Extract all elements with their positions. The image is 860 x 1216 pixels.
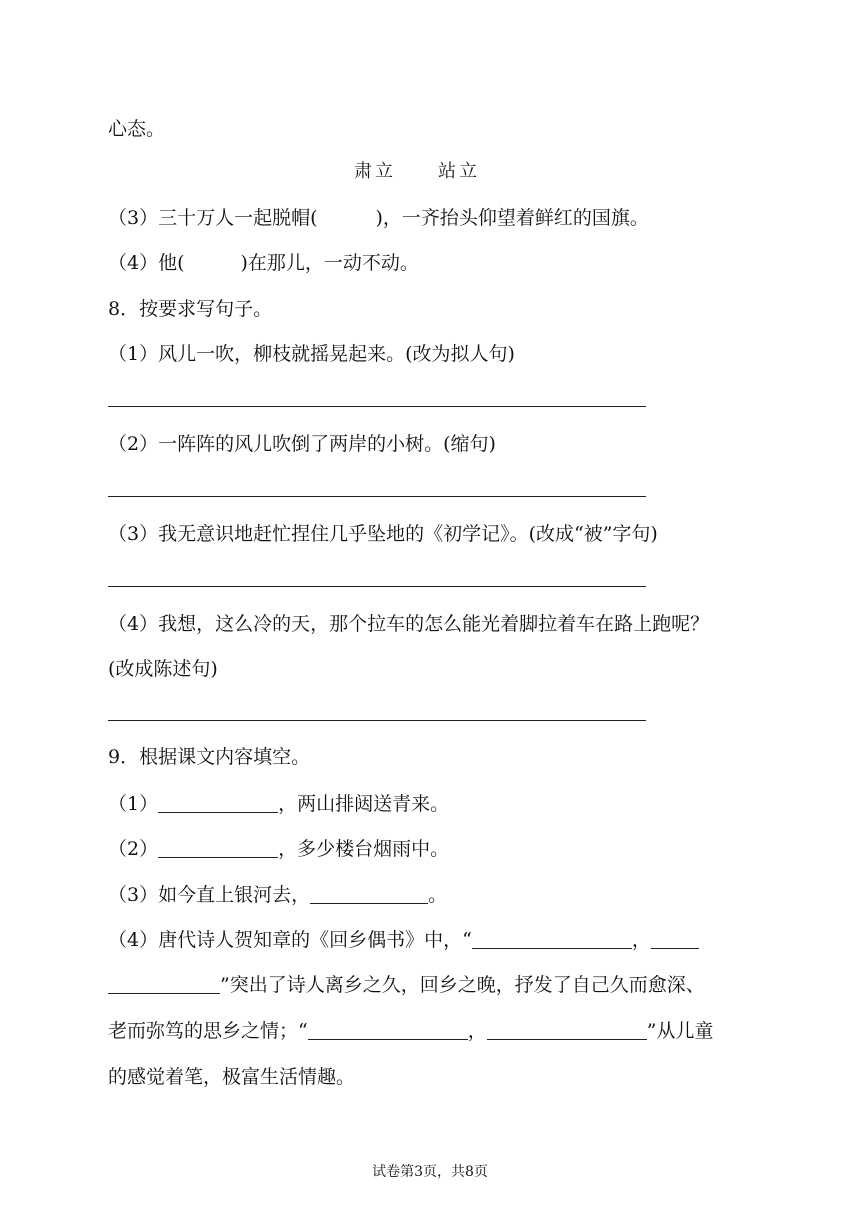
q9-item-1-prefix: （1） — [108, 793, 159, 815]
q9-item-4-line-1 — [108, 928, 699, 952]
q8-item-1-answer-line[interactable] — [108, 406, 646, 407]
q9-item-3 — [108, 883, 447, 907]
q9-item-4-comma-1: ， — [631, 929, 651, 951]
q8-item-1: （1）风儿一吹，柳枝就摇晃起来。(改为拟人句) — [108, 343, 515, 365]
q7-item-4-suffix: )在那儿，一动不动。 — [240, 252, 419, 274]
q8-item-4-answer-line[interactable] — [108, 720, 646, 721]
q9-item-4-line-2 — [108, 973, 705, 997]
q9-item-4-blank-3[interactable] — [308, 1021, 468, 1040]
q7-item-4 — [108, 251, 419, 275]
q7-item-3-suffix: )，一齐抬头仰望着鲜红的国旗。 — [375, 207, 649, 229]
q8-item-2-answer-line[interactable] — [108, 496, 646, 497]
q9-item-3-prefix: （3）如今直上银河去， — [108, 884, 311, 906]
q9-item-2-prefix: （2） — [108, 838, 159, 860]
q9-item-4-blank-4[interactable] — [487, 1021, 647, 1040]
q8-item-4: （4）我想，这么冷的天，那个拉车的怎么能光着脚拉着车在路上跑呢？ — [108, 613, 710, 635]
q8-item-4-cont: (改成陈述句) — [108, 658, 218, 680]
q9-item-4-line-2-text: ”突出了诗人离乡之久，回乡之晚，抒发了自己久而愈深、 — [220, 974, 705, 996]
q9-item-4-prefix: （4）唐代诗人贺知章的《回乡偶书》中，“ — [108, 929, 472, 951]
q9-title: 9．根据课文内容填空。 — [108, 746, 311, 768]
q9-item-2-blank[interactable] — [158, 839, 278, 858]
q9-item-1 — [108, 792, 449, 816]
q9-item-3-blank[interactable] — [310, 885, 428, 904]
q8-item-2: （2）一阵阵的风儿吹倒了两岸的小树。(缩句) — [108, 433, 496, 455]
word-choice-2: 站立 — [438, 161, 480, 182]
q8-title: 8．按要求写句子。 — [108, 298, 273, 320]
q7-item-3 — [108, 206, 649, 230]
q9-item-3-suffix: 。 — [428, 884, 448, 906]
q9-item-2 — [108, 837, 449, 861]
q9-item-4-comma-2: ， — [467, 1020, 487, 1042]
q9-item-4-blank-2b[interactable] — [108, 975, 220, 994]
continuation-text: 心态。 — [108, 118, 166, 140]
q9-item-4-line-4: 的感觉着笔，极富生活情趣。 — [108, 1066, 356, 1088]
q9-item-4-line-3 — [108, 1019, 713, 1043]
q9-item-2-suffix: ，多少楼台烟雨中。 — [278, 838, 450, 860]
q7-item-4-prefix: （4）他( — [108, 252, 185, 274]
q9-item-4-line-3-prefix: 老而弥笃的思乡之情；“ — [108, 1020, 308, 1042]
q9-item-4-blank-2a[interactable] — [651, 930, 699, 949]
q8-item-3-answer-line[interactable] — [108, 586, 646, 587]
q7-item-3-prefix: （3）三十万人一起脱帽( — [108, 207, 318, 229]
q9-item-4-blank-1[interactable] — [472, 930, 632, 949]
q9-item-4-line-3-suffix: ”从儿童 — [646, 1020, 714, 1042]
word-choice-1: 肃立 — [354, 161, 396, 182]
q9-item-1-blank[interactable] — [158, 794, 278, 813]
q8-item-3: （3）我无意识地赶忙捏住几乎坠地的《初学记》。(改成“被”字句) — [108, 523, 658, 545]
q9-item-1-suffix: ，两山排闼送青来。 — [278, 793, 450, 815]
page-footer: 试卷第3页，共8页 — [372, 1164, 488, 1180]
